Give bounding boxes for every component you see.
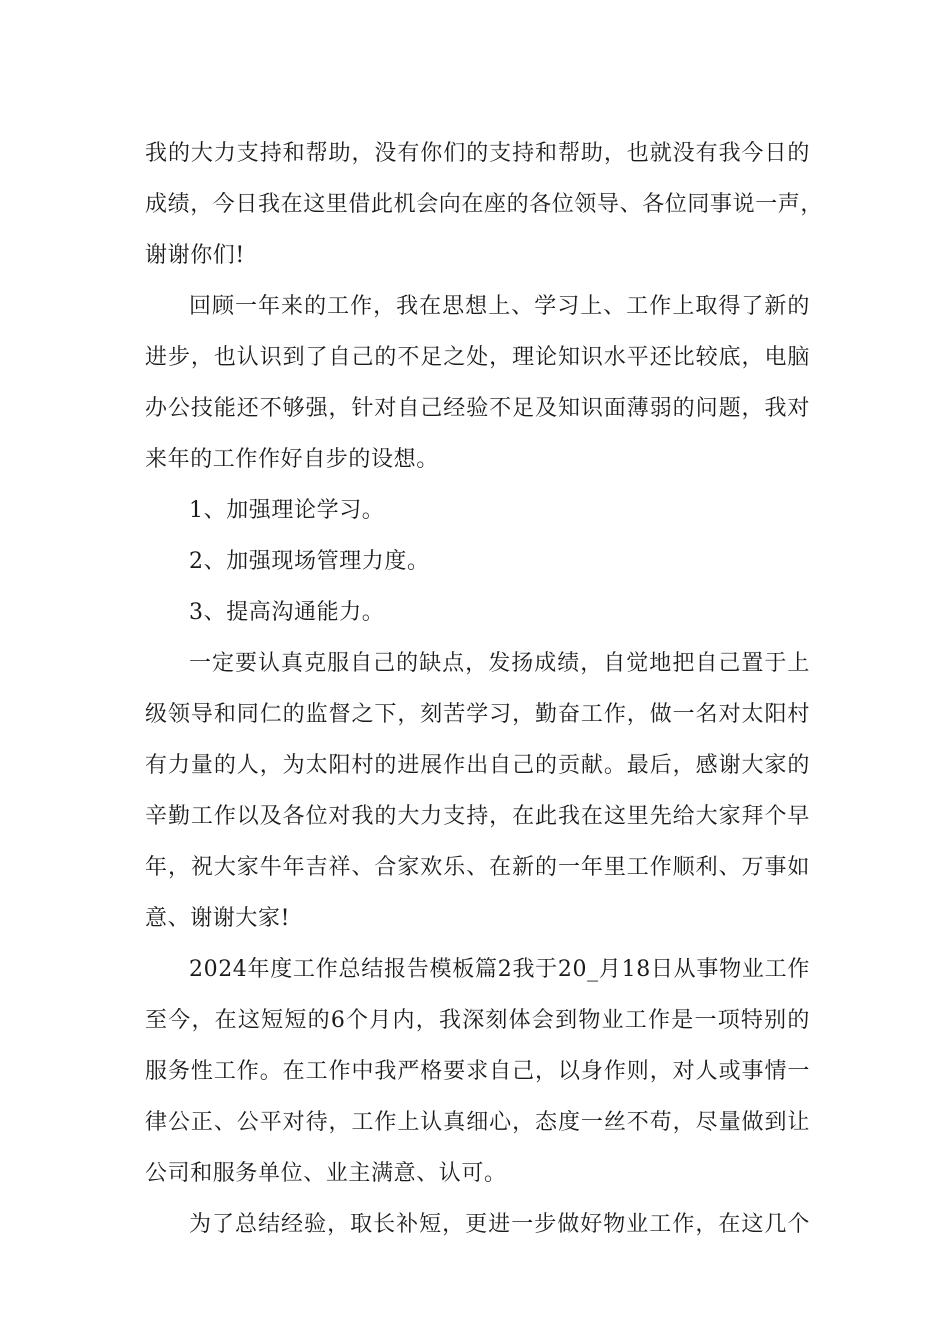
text-line: 谢谢你们! [145,243,245,268]
text-line: 律公正、公平对待，工作上认真细心，态度一丝不苟，尽量做到让 [145,1110,810,1135]
text-line: 有力量的人，为太阳村的进展作出自己的贡献。最后，感谢大家的 [145,753,810,778]
text-line: 我的大力支持和帮助，没有你们的支持和帮助，也就没有我今日的 [145,141,810,166]
text-line: 2024年度工作总结报告模板篇2我于20_月18日从事物业工作 [189,957,810,982]
text-line: 级领导和同仁的监督之下，刻苦学习，勤奋工作，做一名对太阳村 [145,702,810,727]
text-line: 公司和服务单位、业主满意、认可。 [145,1161,507,1186]
text-line: 服务性工作。在工作中我严格要求自己，以身作则，对人或事情一 [145,1059,810,1084]
paragraph [145,638,810,944]
list-item [145,485,810,536]
paragraph [145,944,810,1199]
paragraph [145,128,824,281]
document-body [145,128,824,1250]
text-line: 辛勤工作以及各位对我的大力支持，在此我在这里先给大家拜个早 [145,804,810,829]
text-line: 办公技能还不够强，针对自己经验不足及知识面薄弱的问题，我对 [145,396,810,421]
text-line: 一定要认真克服自己的缺点，发扬成绩，自觉地把自己置于上 [189,651,810,676]
text-line: 3、提高沟通能力。 [189,600,385,625]
text-line: 进步，也认识到了自己的不足之处，理论知识水平还比较底，电脑 [145,345,810,370]
text-line: 2、加强现场管理力度。 [189,549,430,574]
text-line: 成绩，今日我在这里借此机会向在座的各位领导、各位同事说一声， [145,192,824,217]
list-item [145,587,810,638]
text-line: 回顾一年来的工作，我在思想上、学习上、工作上取得了新的 [189,294,810,319]
list-item [145,536,810,587]
text-line: 年，祝大家牛年吉祥、合家欢乐、在新的一年里工作顺利、万事如 [145,855,810,880]
paragraph [145,281,810,485]
text-line: 1、加强理论学习。 [189,498,385,523]
text-line: 意、谢谢大家! [145,906,291,931]
paragraph [145,1199,810,1250]
text-line: 来年的工作作好自步的设想。 [145,447,439,472]
text-line: 为了总结经验，取长补短，更进一步做好物业工作，在这几个 [189,1212,810,1237]
text-line: 至今，在这短短的6个月内，我深刻体会到物业工作是一项特别的 [145,1008,810,1033]
